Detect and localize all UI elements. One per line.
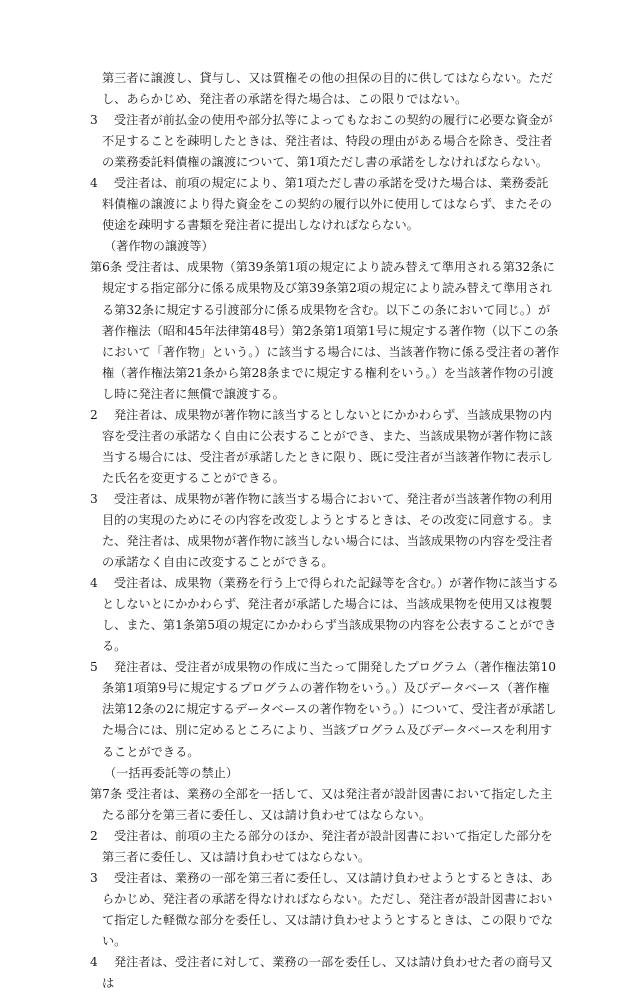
article-text: 受注者は、成果物（第39条第1項の規定により読み替えて準用される第32条に規定する指定部分に係る成果物及び第39条第2項の規定により読み替えて準用される第32条に規定する引渡部分に係る成果物を含む。以下この条において同じ。）が著作権法（昭和45年法律第48号）第2条第1項第1号に規定する著作物（以下この条において「著作物」という。）に該当する場合には、当該著作物に係る受注者の著作権（著作権法第21条から第28条までに規定する権利をいう。）を当該著作物の引渡し時に発注者に無償で譲渡する。 xyxy=(102,260,560,401)
caption-text: （著作物の譲渡等） xyxy=(104,239,214,254)
paragraph xyxy=(90,826,560,868)
paragraph xyxy=(90,110,560,173)
paragraph-text: 受注者が前払金の使用や部分払等によってもなおこの契約の履行に必要な資金が不足することを疎明したときは、発注者は、特段の理由がある場合を除き、受注者の業務委託料債権の譲渡について、第1項ただし書の承諾をしなければならない。 xyxy=(102,113,553,170)
paragraph xyxy=(90,405,560,489)
article-number: 第6条 xyxy=(90,260,123,275)
paragraph-number: 2 xyxy=(90,407,98,422)
paragraph-text: 受注者は、成果物が著作物に該当する場合において、発注者が当該著作物の利用目的の実現のためにその内容を改変しようとするときは、その改変に同意する。また、発注者は、成果物が著作物に該当しない場合には、当該成果物の内容を受注者の承諾なく自由に改変することができる。 xyxy=(102,491,553,570)
paragraph-number: 4 xyxy=(90,954,98,969)
paragraph-text: 発注者は、受注者が成果物の作成に当たって開発したプログラム（著作権法第10条第1項第9号に規定するプログラムの著作物をいう。）及びデータベース（著作権法第12条の2に規定するデータベースの著作物をいう。）について、受注者が承諾した場合には、別に定めるところにより、当該プログラム及びデータベースを利用することができる。 xyxy=(102,660,557,759)
article-caption xyxy=(90,236,560,257)
article xyxy=(90,257,560,404)
continued-paragraph xyxy=(90,68,560,110)
paragraph-number: 3 xyxy=(90,491,98,506)
paragraph-text: 受注者は、前項の主たる部分のほか、発注者が設計図書において指定した部分を第三者に委任し、又は請け負わせてはならない。 xyxy=(102,828,553,864)
caption-text: （一括再委託等の禁止） xyxy=(104,765,239,780)
paragraph xyxy=(90,952,560,994)
contract-text xyxy=(90,68,560,994)
paragraph-text: 第三者に譲渡し、貸与し、又は質権その他の担保の目的に供してはならない。ただし、あらかじめ、発注者の承諾を得た場合は、この限りではない。 xyxy=(102,71,553,107)
paragraph xyxy=(90,657,560,762)
article-number: 第7条 xyxy=(90,786,123,801)
paragraph-text: 受注者は、前項の規定により、第1項ただし書の承諾を受けた場合は、業務委託料債権の譲渡により得た資金をこの契約の履行以外に使用してはならず、またその使途を疎明する書類を発注者に提出しなければならない。 xyxy=(102,176,552,233)
paragraph-number: 3 xyxy=(90,113,98,128)
paragraph xyxy=(90,868,560,952)
paragraph-text: 発注者は、成果物が著作物に該当するとしないとにかかわらず、当該成果物の内容を受注者の承諾なく自由に公表することができ、また、当該成果物が著作物に該当する場合には、受注者が承諾したときに限り、既に受注者が当該著作物に表示した氏名を変更することができる。 xyxy=(102,407,553,485)
paragraph-text: 受注者は、業務の一部を第三者に委任し、又は請け負わせようとするときは、あらかじめ、発注者の承諾を得なければならない。ただし、発注者が設計図書において指定した軽微な部分を委任し、又は請け負わせようとするときは、この限りでない。 xyxy=(102,870,553,948)
paragraph-number: 4 xyxy=(90,176,98,191)
paragraph-text: 発注者は、受注者に対して、業務の一部を委任し、又は請け負わせた者の商号又は xyxy=(102,954,553,991)
paragraph-number: 3 xyxy=(90,870,98,885)
paragraph xyxy=(90,173,560,236)
paragraph-number: 4 xyxy=(90,576,98,591)
paragraph-number: 5 xyxy=(90,660,98,675)
article-text: 受注者は、業務の全部を一括して、又は発注者が設計図書において指定した主たる部分を第三者に委任し、又は請け負わせてはならない。 xyxy=(102,786,553,822)
paragraph-number: 2 xyxy=(90,828,98,843)
paragraph xyxy=(90,489,560,573)
paragraph-text: 受注者は、成果物（業務を行う上で得られた記録等を含む。）が著作物に該当するとしないとにかかわらず、発注者が承諾した場合には、当該成果物を使用又は複製し、また、第1条第5項の規定にかかわらず当該成果物の内容を公表することができる。 xyxy=(102,576,559,654)
article xyxy=(90,784,560,826)
article-caption xyxy=(90,763,560,784)
paragraph xyxy=(90,573,560,657)
